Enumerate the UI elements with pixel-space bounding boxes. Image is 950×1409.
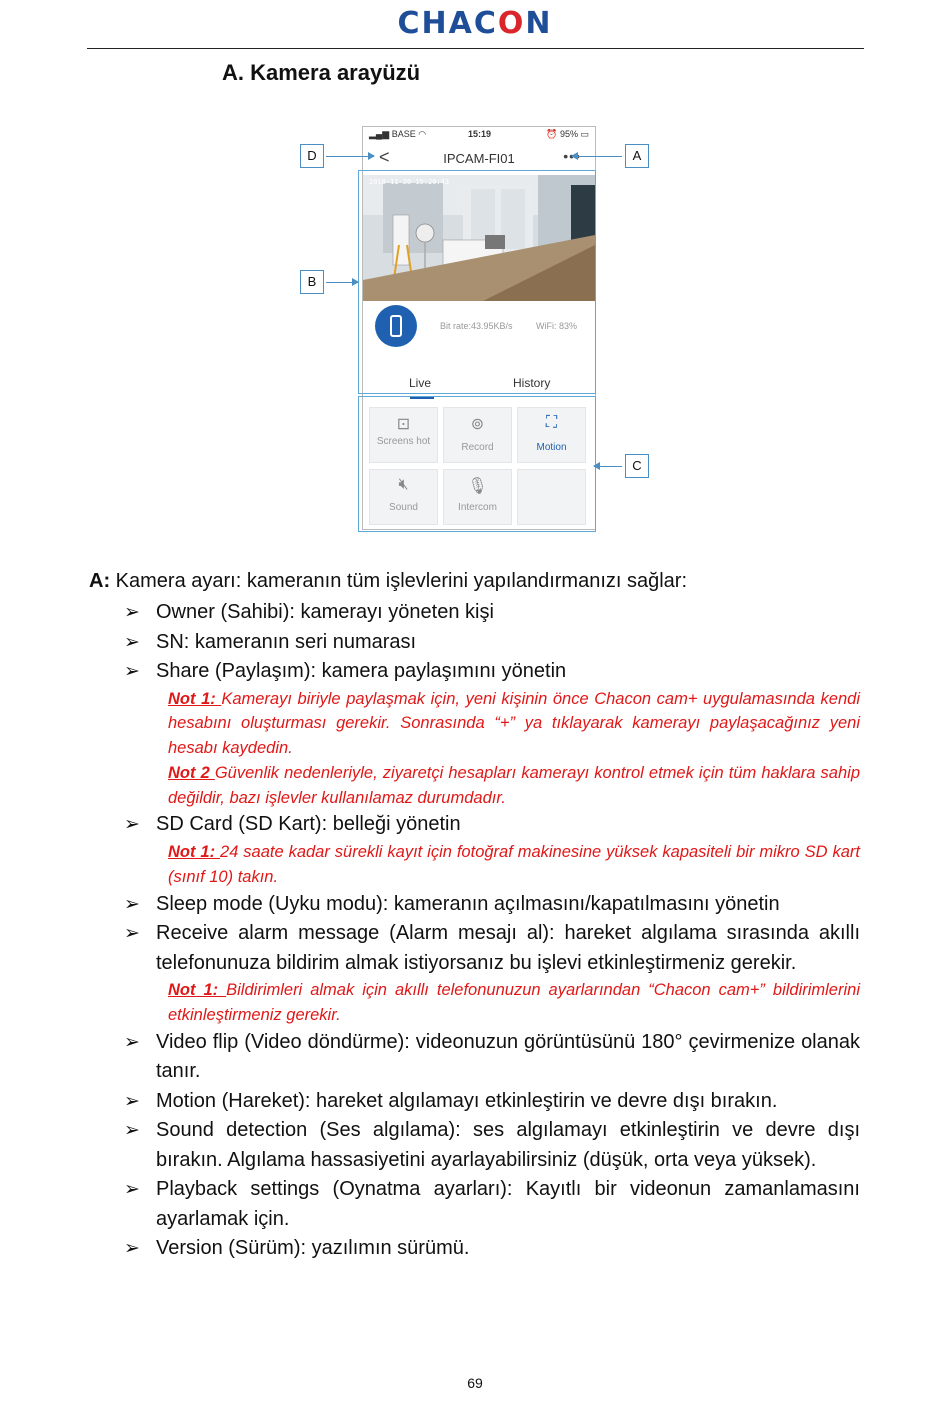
list-item-playback-settings: ➢ Playback settings (Oynatma ayarları): Kayıtlı bir videonun zamanlamasını ayarlamak için. (124, 1175, 860, 1234)
callout-c: C (625, 454, 649, 478)
motion-label: Motion (536, 442, 567, 453)
callout-d: D (300, 144, 324, 168)
back-chevron-icon[interactable]: < (379, 147, 390, 167)
list-item-version: ➢ Version (Sürüm): yazılımın sürümü. (124, 1234, 860, 1264)
arrow-bullet-icon: ➢ (124, 923, 140, 945)
status-bar (363, 127, 595, 143)
list-item-motion: ➢ Motion (Hareket): hareket algılamayı etkinleştirin ve devre dışı bırakın. (124, 1087, 860, 1117)
battery-indicator: ⏰ 95% ▭ (546, 129, 589, 139)
arrow-bullet-icon: ➢ (124, 1120, 140, 1142)
wifi-readout: WiFi: 83% (536, 321, 578, 331)
note-alarm-1: Not 1: Bildirimleri almak için akıllı telefonunuzun ayarlarından “Chacon cam+” bildirimlerini etkinleştirmeniz gerekir. (168, 981, 860, 1024)
camera-capture-icon: ⊡ (396, 416, 411, 433)
sound-label: Sound (389, 502, 418, 513)
tab-history[interactable]: History (513, 376, 551, 390)
nav-bar (363, 143, 595, 173)
arrow-bullet-icon: ➢ (124, 814, 140, 836)
intro-text: Kamera ayarı: kameranın tüm işlevlerini yapılandırmanızı sağlar: (110, 570, 688, 592)
intro-label: A: (89, 570, 111, 592)
note-sd-card-1: Not 1: 24 saate kadar sürekli kayıt için fotoğraf makinesine yüksek kapasiteli bir mikro SD kart (sınıf 10) takın. (168, 842, 860, 886)
list-item-sn: ➢ SN: kameranın seri numarası (124, 628, 860, 658)
chacon-logo (0, 6, 950, 41)
callout-c-frame (358, 396, 596, 532)
callout-b-arrow (326, 282, 358, 283)
list-item-receive-alarm: ➢ Receive alarm message (Alarm mesajı al): hareket algılama sırasında akıllı telefonunuza bildirim almak istiyorsanız bu işlevi etkinleştirmeniz gerekir. (124, 919, 860, 978)
video-record-icon: ⊚ (470, 416, 485, 433)
note-share-2: Not 2 Güvenlik nedenleriyle, ziyaretçi hesapları kamerayı kontrol etmek için tüm haklara sahip değildir, bazı işlevler kullanılamaz durumdadır. (168, 763, 860, 807)
logo-o-mark: O (497, 6, 526, 41)
more-options-icon[interactable]: ••• (563, 148, 581, 164)
arrow-bullet-icon: ➢ (124, 1179, 140, 1201)
arrow-bullet-icon: ➢ (124, 1031, 140, 1053)
bitrate-readout: Bit rate:43.95KB/s (440, 321, 513, 331)
arrow-bullet-icon: ➢ (124, 661, 140, 682)
record-label: Record (461, 442, 494, 453)
arrow-bullet-icon: ➢ (124, 893, 140, 915)
intro-paragraph (89, 570, 687, 593)
speaker-muted-icon: 🔇︎ (398, 476, 409, 493)
camera-name: IPCAM-FI01 (443, 151, 515, 166)
microphone-icon: 🎙︎ (467, 478, 488, 495)
list-item-video-flip: ➢ Video flip (Video döndürme): videonuzun görüntüsünü 180° çevirmenize olanak tanır. (124, 1028, 860, 1087)
status-time: 15:19 (468, 129, 492, 139)
list-item-sleep-mode: ➢ Sleep mode (Uyku modu): kameranın açılmasını/kapatılmasını yönetin (124, 890, 860, 920)
tab-live[interactable]: Live (409, 376, 432, 390)
logo-text: CHAC (397, 6, 498, 41)
callout-b: B (300, 270, 324, 294)
callout-c-arrow (594, 466, 622, 467)
page-number: 69 (467, 1375, 483, 1391)
intercom-label: Intercom (458, 502, 497, 513)
list-item-share: ➢ Share (Paylaşım): kamera paylaşımını yönetin (124, 657, 860, 687)
list-item-owner: ➢ Owner (Sahibi): kamerayı yöneten kişi (124, 598, 860, 628)
camera-interface-figure (290, 120, 670, 540)
carrier-label: ▂▄▆ BASE ◠ (369, 129, 427, 139)
header-rule (87, 48, 864, 49)
motion-person-icon: ⛶ (545, 414, 558, 431)
list-item-sd-card: ➢ SD Card (SD Kart): belleği yönetin (124, 810, 860, 840)
list-item-sound-detection: ➢ Sound detection (Ses algılama): ses algılamayı etkinleştirin ve devre dışı bırakın. Algılama hassasiyetini ayarlayabilirsiniz (düşük, orta veya yüksek). (124, 1116, 860, 1175)
arrow-bullet-icon: ➢ (124, 602, 140, 623)
arrow-bullet-icon: ➢ (124, 631, 140, 653)
screenshot-label: Screens hot (376, 436, 431, 447)
callout-d-arrow (326, 156, 374, 157)
note-share-1: Not 1: Kamerayı biriyle paylaşmak için, yeni kişinin önce Chacon cam+ uygulamasında kendi hesabını oluşturması gerekir. Sonrasında “+” ya tıklayarak kamerayı paylaşacağınız yeni hesabı kaydedin. (168, 689, 860, 758)
arrow-bullet-icon: ➢ (124, 1238, 140, 1260)
callout-b-frame (358, 170, 596, 394)
settings-list (124, 598, 860, 1264)
video-timestamp: 2018-11-20 15:20:43 (369, 178, 450, 186)
logo-text-end: N (525, 6, 553, 41)
callout-a-arrow (572, 156, 622, 157)
arrow-bullet-icon: ➢ (124, 1090, 140, 1112)
callout-a: A (625, 144, 649, 168)
section-title: A. Kamera arayüzü (222, 60, 421, 85)
